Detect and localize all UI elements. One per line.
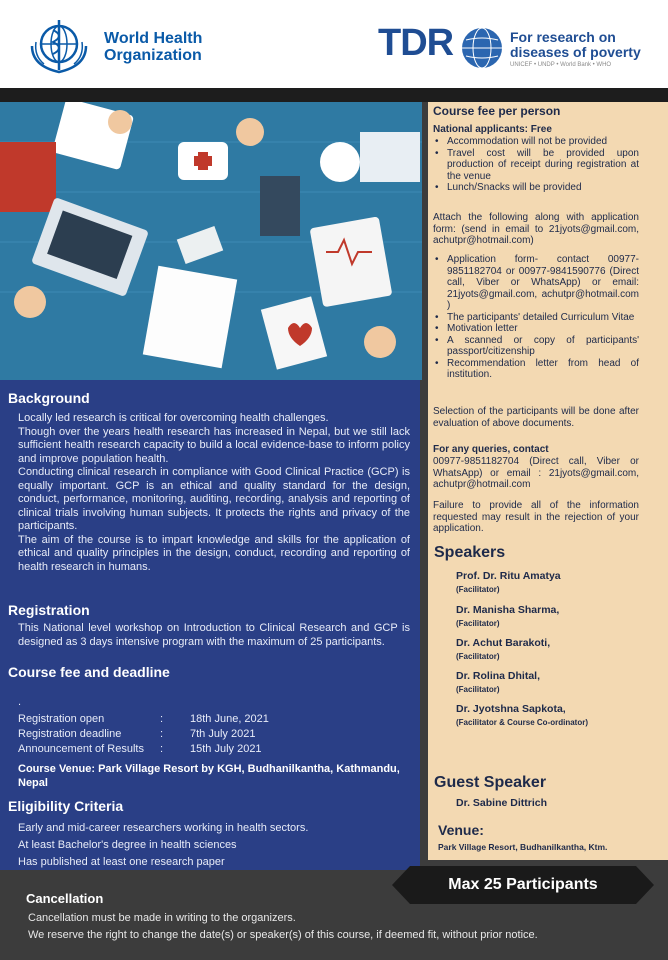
background-paragraph: Conducting clinical research in compliance with Good Clinical Practice (GCP) is equally important. GCP is an ethical and quality standard for the design, conduct, performance, monitoring, auditing, recording, analysis and reporting of clinical trials involving human subjects. It protects the rights and privacy of the participants. (18, 466, 410, 532)
fee-title: Course fee per person (433, 104, 561, 118)
tdr-sponsors: UNICEF • UNDP • World Bank • WHO (510, 62, 612, 68)
who-name-line2: Organization (104, 47, 202, 64)
tdr-tagline-line1: For research on (510, 29, 616, 45)
tdr-tagline-line2: diseases of poverty (510, 44, 641, 60)
schedule-separator: : (160, 728, 164, 740)
speaker-role: (Facilitator) (456, 585, 500, 594)
queries-title: For any queries, contact (433, 444, 549, 455)
attach-item: • Recommendation letter from head of institution. (433, 358, 639, 381)
fee-list (433, 136, 639, 194)
max-participants-banner: Max 25 Participants (410, 866, 636, 904)
who-name-line1: World Health (104, 30, 203, 47)
speaker-name: Prof. Dr. Ritu Amatya (456, 570, 561, 582)
hero-illustration (0, 102, 422, 380)
registration-text: This National level workshop on Introduction to Clinical Research and GCP is designed as 3 days intensive program with the maximum of 25 participants. (18, 622, 410, 648)
background-paragraph: The aim of the course is to impart knowledge and skills for the application of ethical and quality principles in the design, conduct, recording and reporting of health research in humans. (18, 533, 410, 573)
deadline-dot: . (18, 696, 22, 708)
divider-band (0, 88, 668, 102)
speaker-role: (Facilitator) (456, 619, 500, 628)
background-title: Background (8, 390, 90, 406)
registration-title: Registration (8, 602, 90, 618)
cancellation-line: Cancellation must be made in writing to the organizers. (28, 912, 296, 924)
cancellation-line: We reserve the right to change the date(s) or speaker(s) of this course, if deemed fit, without prior notice. (28, 929, 538, 941)
attach-text: Attach the following along with application form: (send in email to 21jyots@gmail.com, achutpr@hotmail.com) (433, 212, 639, 246)
who-name (104, 30, 202, 64)
schedule-separator: : (160, 743, 164, 755)
header (0, 0, 668, 88)
schedule-separator: : (160, 713, 164, 725)
guest-speaker-title: Guest Speaker (434, 774, 547, 791)
tdr-tagline (510, 30, 641, 60)
schedule-label: Announcement of Results (18, 743, 144, 755)
selection-text: Selection of the participants will be done after evaluation of above documents. (433, 406, 639, 429)
speaker-role: (Facilitator) (456, 685, 500, 694)
right-panel (428, 102, 668, 860)
attach-item: • Application form- contact 00977-9851182704 or 00977-9841590776 (Direct call, Viber or WhatsApp) or email: 21jyots@gmail.com, achutpr@hotmail.com ) (433, 254, 639, 312)
attach-item: • The participants' detailed Curriculum Vitae (433, 312, 639, 324)
speaker-name: Dr. Manisha Sharma, (456, 604, 560, 616)
attach-list (433, 254, 639, 381)
fee-national: National applicants: Free (433, 124, 552, 135)
schedule-value: 7th July 2021 (190, 728, 256, 740)
speaker-role: (Facilitator) (456, 652, 500, 661)
fee-item: • Accommodation will not be provided (433, 136, 639, 148)
background-paragraph: Though over the years health research has increased in Nepal, but we still lack sufficient health research capacity to build a local evidence-base to inform policy and improve population health. (18, 425, 410, 465)
schedule-label: Registration deadline (18, 728, 122, 740)
speaker-name: Dr. Rolina Dhital, (456, 670, 541, 682)
fee-item: • Lunch/Snacks will be provided (433, 182, 639, 194)
eligibility-title: Eligibility Criteria (8, 798, 124, 814)
fee-item: • Travel cost will be provided upon production of receipt during registration at the venue (433, 148, 639, 183)
schedule-label: Registration open (18, 713, 105, 725)
venue-text: Park Village Resort, Budhanilkantha, Ktm. (438, 842, 608, 852)
speaker-name: Dr. Achut Barakoti, (456, 637, 551, 649)
queries-text: 00977-9851182704 (Direct call, Viber or WhatsApp) or email : 21jyots@gmail.com, achutpr@hotmail.com (433, 456, 639, 490)
schedule-value: 15th July 2021 (190, 743, 262, 755)
failure-text: Failure to provide all of the information requested may result in the rejection of your application. (433, 500, 639, 534)
guest-speaker-name: Dr. Sabine Dittrich (456, 797, 548, 809)
left-panel (0, 380, 420, 870)
speaker-role: (Facilitator & Course Co-ordinator) (456, 718, 589, 727)
who-emblem-icon (26, 16, 92, 76)
course-venue-line1: Course Venue: Park Village Resort by KGH, Budhanilkantha, Kathmandu, (18, 763, 400, 775)
globe-icon (460, 26, 504, 70)
schedule-value: 18th June, 2021 (190, 713, 269, 725)
attach-item: • A scanned or copy of participants' passport/citizenship (433, 335, 639, 358)
medical-desk-illustration (0, 102, 422, 380)
cancellation-title: Cancellation (26, 891, 104, 906)
background-text (18, 412, 410, 574)
venue-title: Venue: (438, 822, 484, 838)
deadline-title: Course fee and deadline (8, 664, 170, 680)
background-paragraph: Locally led research is critical for overcoming health challenges. (18, 412, 329, 424)
attach-item: • Motivation letter (433, 323, 639, 335)
tdr-logo-text: TDR (378, 22, 454, 64)
eligibility-item: Early and mid-career researchers working in health sectors. (18, 822, 309, 834)
speakers-title: Speakers (434, 544, 506, 561)
speaker-name: Dr. Jyotshna Sapkota, (456, 703, 566, 715)
course-venue-line2: Nepal (18, 777, 48, 789)
course-venue (18, 762, 410, 790)
eligibility-item: At least Bachelor's degree in health sciences (18, 839, 237, 851)
eligibility-item: Has published at least one research paper (18, 856, 225, 868)
